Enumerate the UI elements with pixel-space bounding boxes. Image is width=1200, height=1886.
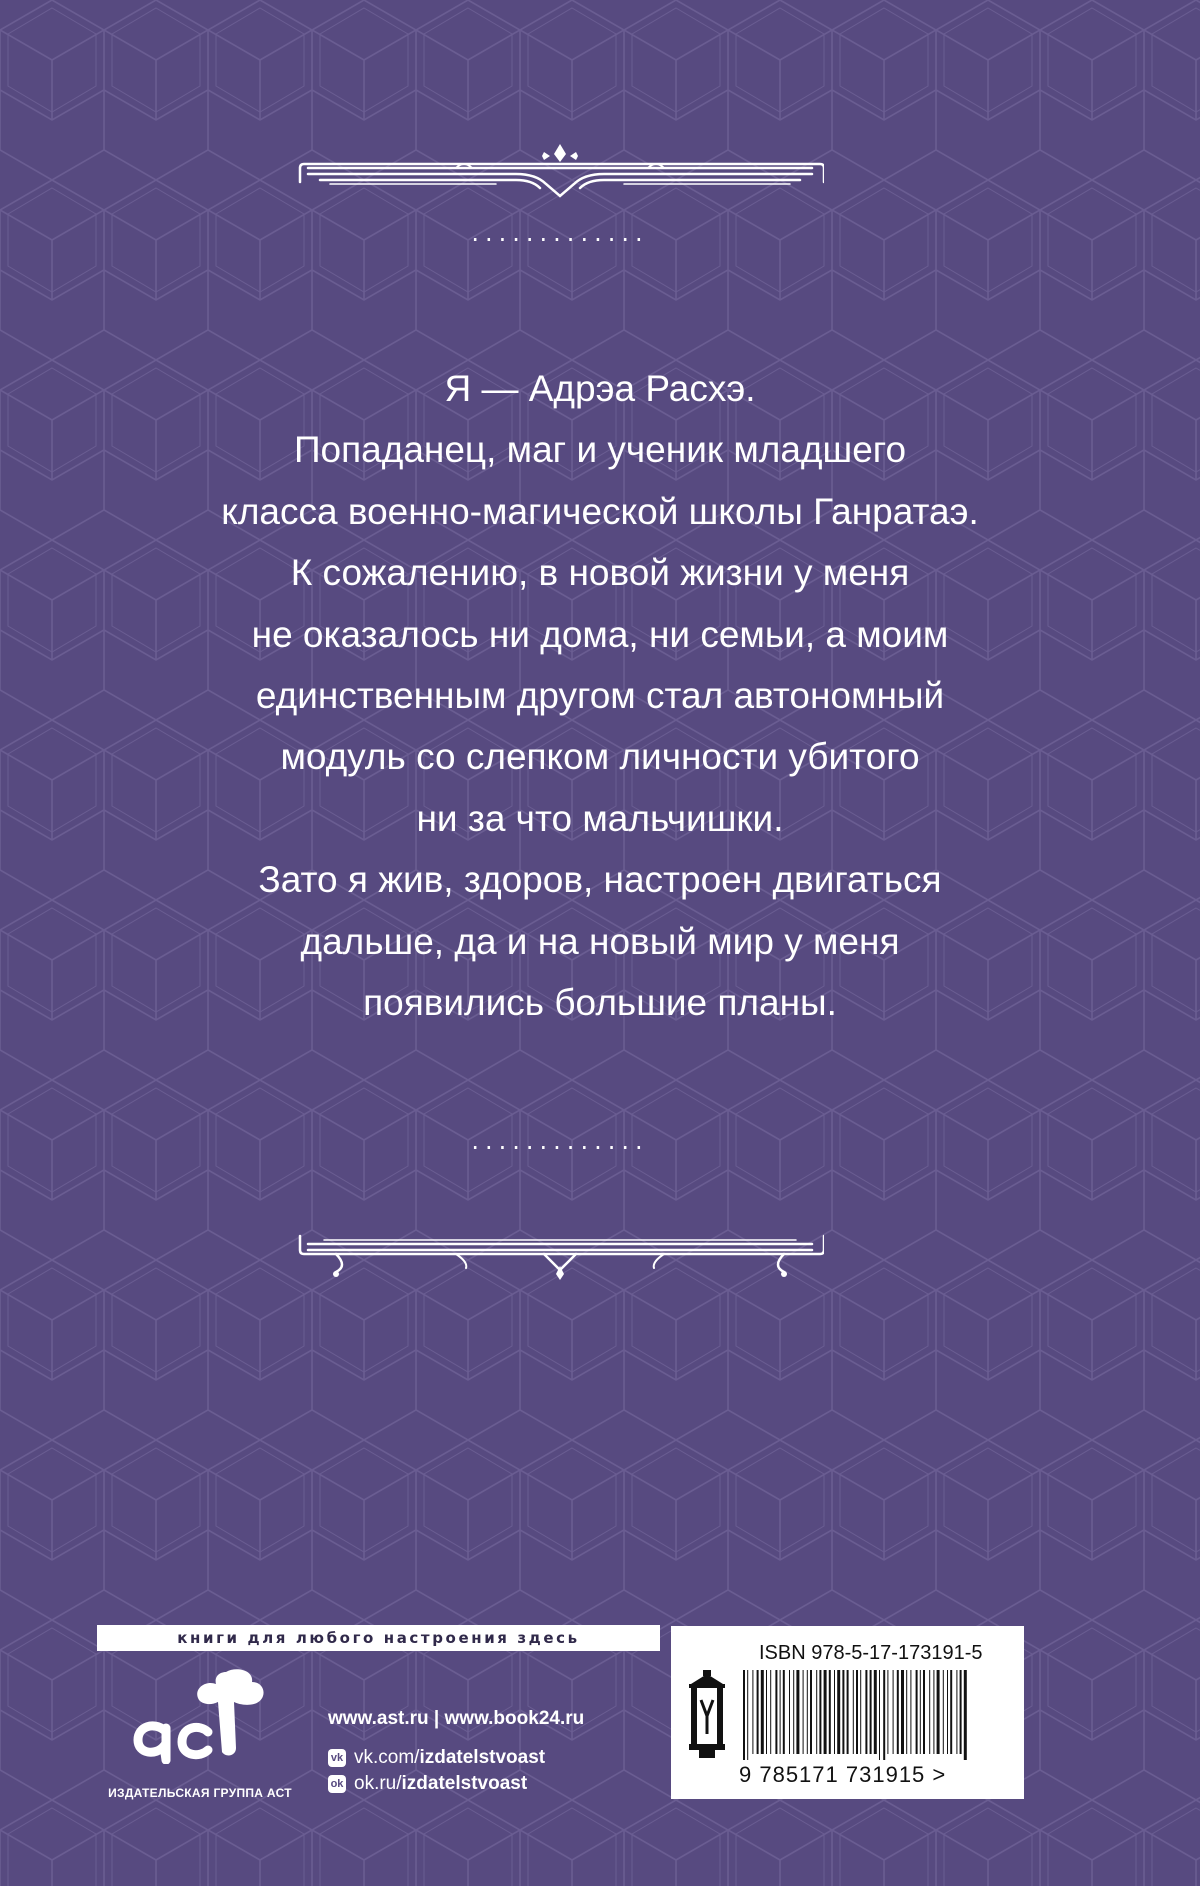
vk-link[interactable] — [328, 1746, 545, 1770]
barcode-bar — [920, 1670, 921, 1754]
top-ornament — [296, 140, 824, 200]
website-links[interactable]: www.ast.ru | www.book24.ru — [328, 1708, 585, 1729]
barcode-bar — [929, 1670, 930, 1754]
dotted-separator-top: ············· — [471, 226, 649, 254]
lantern-logo — [685, 1670, 729, 1760]
barcode-bar — [824, 1670, 827, 1754]
barcode-bar — [847, 1670, 849, 1754]
barcode-bar — [775, 1670, 777, 1754]
barcode-panel — [671, 1626, 1024, 1799]
barcode-bar — [865, 1670, 867, 1754]
publisher-name: ИЗДАТЕЛЬСКАЯ ГРУППА АСТ — [108, 1786, 292, 1800]
blurb-line: Я — Адрэа Расхэ. — [444, 368, 756, 409]
barcode-bar — [807, 1670, 808, 1754]
barcode-bar — [933, 1670, 934, 1754]
blurb-line: единственным другом стал автономный — [255, 674, 945, 716]
barcode-icon — [741, 1670, 971, 1760]
barcode-bar — [950, 1670, 952, 1754]
barcode-bar — [897, 1670, 899, 1754]
ast-logo — [130, 1668, 270, 1764]
ok-link[interactable] — [328, 1772, 527, 1796]
barcode-bar — [916, 1670, 918, 1754]
barcode-bar — [964, 1670, 967, 1760]
blurb-line: К сожалению, в новой жизни у меня — [290, 552, 910, 594]
ok-handle: izdatelstvoast — [401, 1773, 528, 1794]
ok-prefix: ok.ru/ — [354, 1773, 402, 1794]
barcode-bar — [837, 1670, 840, 1754]
blurb-line: дальше, да и на новый мир у меня — [300, 920, 900, 962]
bottom-ornament — [296, 1222, 824, 1282]
barcode-bar — [910, 1670, 911, 1754]
barcode-bar — [770, 1670, 771, 1754]
vk-prefix: vk.com/ — [354, 1747, 420, 1768]
barcode-bar — [752, 1670, 753, 1754]
barcode-bar — [923, 1670, 925, 1754]
barcode-bar — [874, 1670, 877, 1754]
barcode-bar — [906, 1670, 907, 1754]
blurb-text — [100, 358, 1100, 1033]
barcode-bar — [796, 1670, 799, 1754]
vk-icon: vk — [328, 1749, 346, 1767]
barcode-bar — [887, 1670, 888, 1754]
barcode-bar — [860, 1670, 861, 1754]
barcode-bar — [743, 1670, 745, 1760]
barcode-bar — [766, 1670, 767, 1754]
barcode-bar — [842, 1670, 844, 1754]
tagline-bar: книги для любого настроения здесь — [97, 1625, 660, 1651]
barcode-bar — [789, 1670, 790, 1754]
barcode-bar — [834, 1670, 835, 1754]
blurb-line: Зато я жив, здоров, настроен двигаться — [258, 859, 942, 901]
barcode-digits: 9 785171 731915 > — [739, 1762, 947, 1787]
barcode-bar — [856, 1670, 858, 1754]
dotted-separator-bottom: ············· — [471, 1134, 649, 1162]
barcode-bar — [829, 1670, 831, 1754]
blurb-line: модуль со слепком личности убитого — [280, 736, 920, 778]
blurb-line: класса военно-магической школы Ганратаэ. — [221, 490, 979, 532]
barcode-bar — [819, 1670, 821, 1754]
blurb-line: появились большие планы. — [363, 981, 837, 1023]
barcode-bar — [879, 1670, 880, 1760]
barcode-bar — [761, 1670, 764, 1754]
isbn-text: ISBN 978-5-17-173191-5 — [759, 1642, 983, 1664]
barcode-bar — [893, 1670, 894, 1754]
barcode-bar — [883, 1670, 885, 1760]
blurb-line: Попаданец, маг и ученик младшего — [293, 429, 907, 471]
barcode-bar — [757, 1670, 759, 1754]
vk-handle: izdatelstvoast — [419, 1747, 546, 1768]
barcode-bar — [956, 1670, 957, 1754]
barcode-bar — [960, 1670, 962, 1754]
barcode-bar — [793, 1670, 794, 1754]
barcode-bar — [947, 1670, 948, 1754]
barcode-bar — [937, 1670, 940, 1754]
barcode-bar — [810, 1670, 812, 1754]
barcode-bar — [870, 1670, 872, 1754]
barcode-bar — [943, 1670, 944, 1754]
barcode-bar — [747, 1670, 748, 1760]
barcode-bar — [816, 1670, 817, 1754]
barcode-bar — [783, 1670, 785, 1754]
barcode-bar — [780, 1670, 781, 1754]
blurb-line: не оказалось ни дома, ни семьи, а моим — [251, 613, 949, 655]
ok-icon: ok — [328, 1775, 346, 1793]
barcode-bar — [803, 1670, 804, 1754]
blurb-line: ни за что мальчишки. — [416, 797, 784, 839]
barcode-bar — [901, 1670, 904, 1754]
barcode-bar — [853, 1670, 854, 1754]
